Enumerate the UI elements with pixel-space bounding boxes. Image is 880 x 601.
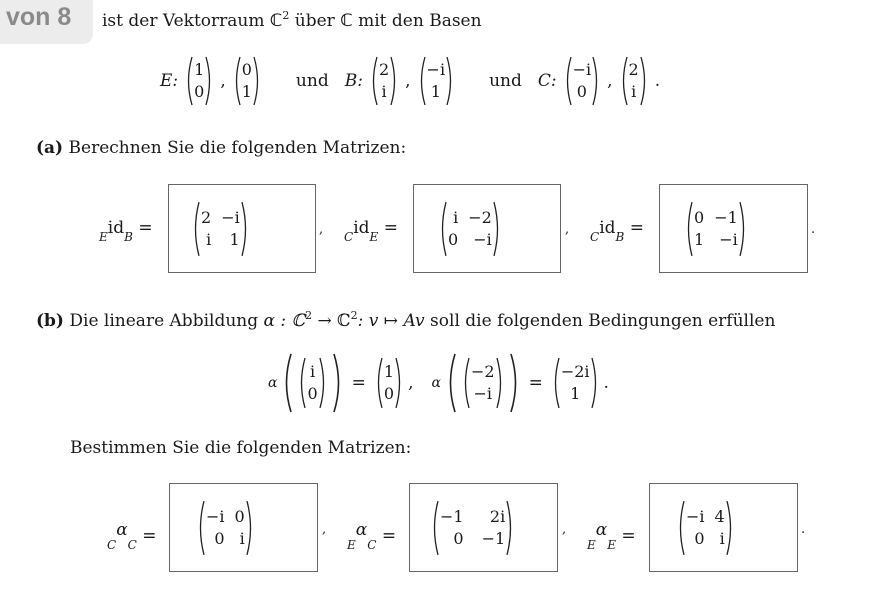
cell: 0	[194, 82, 205, 101]
equals: =	[621, 526, 636, 546]
cond1-output-vector	[374, 357, 404, 409]
und-text-1: und	[295, 71, 329, 91]
cell: 0	[234, 507, 245, 526]
sym-name: α	[595, 520, 608, 540]
cell: 0	[241, 60, 252, 79]
m-a2-symbol	[344, 218, 398, 247]
sub-left: C	[590, 230, 600, 244]
space-symbol: ℂ	[269, 11, 283, 31]
cell: 1	[194, 60, 205, 79]
cell: 1	[241, 82, 252, 101]
end-dot: .	[603, 373, 609, 393]
map-rule: : v ↦ Av	[357, 311, 425, 331]
sub-right: C	[367, 538, 377, 552]
basis-c-vector-2	[619, 56, 649, 106]
answer-box-b1[interactable]	[169, 483, 318, 572]
comma: ,	[607, 71, 613, 91]
sym-name: id	[353, 218, 370, 238]
equals: =	[138, 218, 153, 238]
cell: −i	[572, 60, 592, 79]
separator-comma: ,	[562, 522, 567, 537]
separator-comma: ,	[322, 522, 327, 537]
matrix-a2	[438, 201, 502, 257]
cond1-input-vector	[297, 357, 327, 409]
cell: i	[239, 529, 245, 548]
cell: i	[310, 362, 316, 381]
end-dot: .	[654, 71, 661, 91]
cell: 0	[576, 82, 587, 101]
basis-e-label: E:	[160, 71, 179, 91]
sub-right: B	[124, 230, 133, 244]
cell: 1	[570, 384, 581, 403]
separator-comma: ,	[408, 373, 414, 393]
cell: −i	[473, 384, 493, 403]
m-b1-symbol	[107, 520, 157, 555]
sym-name: id	[107, 218, 125, 238]
basis-b-label: B:	[344, 71, 363, 91]
exp: 2	[350, 309, 358, 322]
cell: 0	[307, 384, 318, 403]
end-dot: .	[801, 522, 806, 537]
cell: i	[719, 529, 725, 548]
equals: =	[351, 373, 366, 393]
basis-c-label: C:	[537, 71, 557, 91]
cell: 0	[448, 230, 459, 249]
cell: 1	[229, 230, 240, 249]
cell: 1	[383, 362, 395, 381]
equals: =	[142, 526, 157, 546]
intro-post: mit den Basen	[358, 11, 482, 31]
cell: −2	[470, 362, 495, 381]
cell: −1	[440, 507, 464, 526]
sub-right: E	[607, 538, 617, 552]
answer-box-b3[interactable]	[649, 483, 798, 572]
cell: −i	[686, 507, 705, 526]
sym-name: id	[599, 218, 616, 238]
bases-row	[160, 52, 660, 110]
space-exponent: 2	[282, 9, 290, 22]
sub-right: C	[127, 538, 137, 552]
equals: =	[528, 373, 543, 393]
matrix-a3	[684, 201, 748, 257]
cell: −2i	[560, 362, 590, 381]
separator-comma: ,	[319, 222, 324, 237]
cell: i	[453, 208, 459, 227]
cell: −i	[426, 60, 446, 79]
cell: 2	[201, 208, 212, 227]
matrix-b3	[676, 500, 735, 556]
arrow: → ℂ	[312, 311, 351, 331]
cell: 2i	[489, 507, 506, 526]
basis-e-vector-2	[232, 56, 262, 106]
cell: 1	[694, 230, 705, 249]
sub-left: E	[347, 538, 356, 552]
cell: −i	[221, 208, 240, 227]
part-b-heading	[36, 305, 775, 332]
cell: −i	[719, 230, 738, 249]
part-b-text-pre: Die lineare Abbildung	[69, 311, 259, 331]
cell: −1	[481, 529, 506, 548]
cell: −1	[714, 208, 738, 227]
basis-b-vector-2	[417, 56, 456, 106]
end-dot: .	[811, 222, 816, 237]
basis-e-vector-1	[184, 56, 214, 106]
exp: 2	[305, 309, 313, 322]
cell: −i	[206, 507, 225, 526]
basis-b-vector-1	[369, 56, 399, 106]
part-b-label: (b)	[36, 311, 64, 331]
matrix-b1	[196, 500, 255, 556]
comma: ,	[405, 71, 411, 91]
sub-left: E	[99, 230, 108, 244]
cell: i	[381, 82, 387, 101]
sub-right: E	[369, 230, 379, 244]
und-text-2: und	[489, 71, 522, 91]
sub-left: E	[587, 538, 596, 552]
cell: 0	[214, 529, 225, 548]
m-b3-symbol	[587, 520, 636, 555]
m-b2-symbol	[347, 520, 396, 555]
cond2-input-vector	[461, 357, 505, 409]
matrix-a1	[191, 201, 250, 257]
answer-box-a3[interactable]	[659, 184, 808, 273]
cell: 0	[694, 208, 705, 227]
cell: i	[631, 82, 637, 101]
part-a-heading	[36, 137, 406, 159]
page-count-badge: von 8	[0, 0, 93, 44]
m-a3-symbol	[590, 218, 644, 247]
comma: ,	[220, 71, 226, 91]
cell: 2	[378, 60, 390, 79]
part-a-label: (a)	[36, 138, 64, 158]
sub-left: C	[107, 538, 117, 552]
cell: −2	[468, 208, 492, 227]
cond2-output-vector	[551, 357, 600, 409]
part-b-text-post: soll die folgenden Bedingungen erfüllen	[430, 311, 776, 331]
sub-left: C	[344, 230, 354, 244]
sym-name: α	[355, 520, 368, 540]
alpha: α	[268, 375, 278, 391]
cell: 0	[694, 529, 705, 548]
cell: 0	[453, 529, 464, 548]
sym-name: α	[116, 520, 128, 540]
part-b2-heading: Bestimmen Sie die folgenden Matrizen:	[70, 438, 412, 458]
cell: 0	[383, 384, 395, 403]
equals: =	[383, 218, 398, 238]
conditions-row	[268, 352, 609, 414]
intro-pre: ist der Vektorraum	[102, 11, 265, 31]
cell: i	[206, 230, 212, 249]
part-a-text: Berechnen Sie die folgenden Matrizen:	[68, 138, 407, 158]
answer-box-a2[interactable]	[413, 184, 561, 273]
separator-comma: ,	[565, 222, 570, 237]
answer-box-a1[interactable]	[168, 184, 316, 273]
map-symbol: α : ℂ	[263, 311, 306, 331]
cell: 4	[714, 507, 725, 526]
m-a1-symbol	[99, 218, 153, 247]
equals: =	[629, 218, 644, 238]
sub-right: B	[615, 230, 625, 244]
matrix-b2	[430, 500, 515, 556]
intro-line	[102, 5, 482, 32]
basis-c-vector-1	[563, 56, 602, 106]
intro-mid: über	[294, 11, 335, 31]
alpha: α	[431, 375, 441, 391]
equals: =	[381, 526, 397, 546]
cell: 1	[430, 82, 441, 101]
answer-box-b2[interactable]	[409, 483, 558, 572]
cell: −i	[473, 230, 492, 249]
cell: 2	[628, 60, 639, 79]
field-symbol: ℂ	[340, 11, 353, 31]
